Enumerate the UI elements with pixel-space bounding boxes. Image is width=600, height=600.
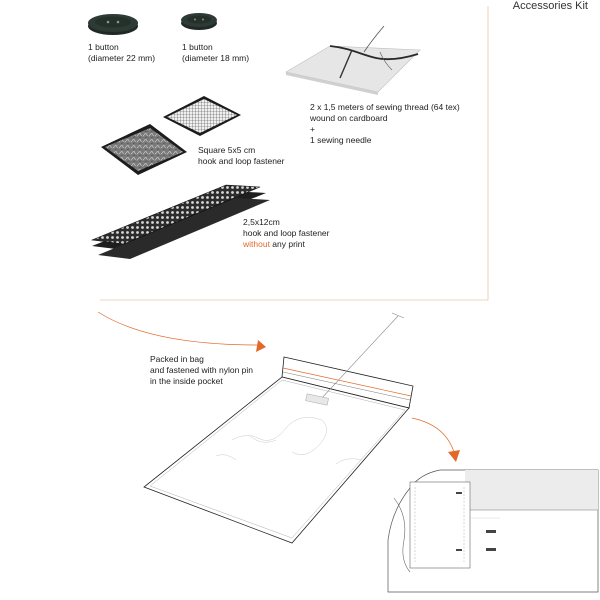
thread-line3: + (310, 124, 315, 134)
thread-card-illustration (286, 26, 420, 95)
inner-pocket-detail-illustration (388, 470, 598, 592)
thread-line4: 1 sewing needle (310, 135, 372, 145)
button-small-illustration (181, 13, 217, 30)
arrow-to-bag-head (256, 340, 266, 352)
highlight-without: without (243, 239, 270, 249)
packaging-line2: and fastened with nylon pin (150, 365, 254, 375)
bag-illustration (144, 313, 413, 543)
square-fastener-line2: hook and loop fastener (198, 156, 285, 166)
square-fastener-line1: Square 5x5 cm (198, 145, 256, 155)
strip-fastener-line2: hook and loop fastener (243, 228, 330, 238)
arrow-to-pocket-head (448, 450, 460, 462)
thread-line2: wound on cardboard (310, 113, 388, 123)
strip-fastener-line3-rest: any print (269, 239, 305, 249)
packaging-line1: Packed in bag (150, 354, 204, 364)
strip-fastener-line1: 2,5x12cm (243, 217, 280, 227)
square-fastener-hook-illustration (163, 96, 241, 136)
button-large-line1: 1 button (88, 42, 119, 52)
button-small-line1: 1 button (182, 42, 213, 52)
button-large-line2: (diameter 22 mm) (88, 53, 156, 63)
button-small-line2: (diameter 18 mm) (182, 53, 250, 63)
square-fastener-loop-illustration (101, 124, 187, 175)
button-large-illustration (88, 14, 138, 35)
arrow-to-pocket (412, 418, 454, 452)
strip-fastener-illustration (92, 185, 270, 259)
thread-line1: 2 x 1,5 meters of sewing thread (64 tex) (310, 102, 460, 112)
page-title: Accessories Kit (512, 0, 588, 12)
packaging-line3: in the inside pocket (150, 376, 223, 386)
arrow-to-bag (98, 312, 258, 345)
